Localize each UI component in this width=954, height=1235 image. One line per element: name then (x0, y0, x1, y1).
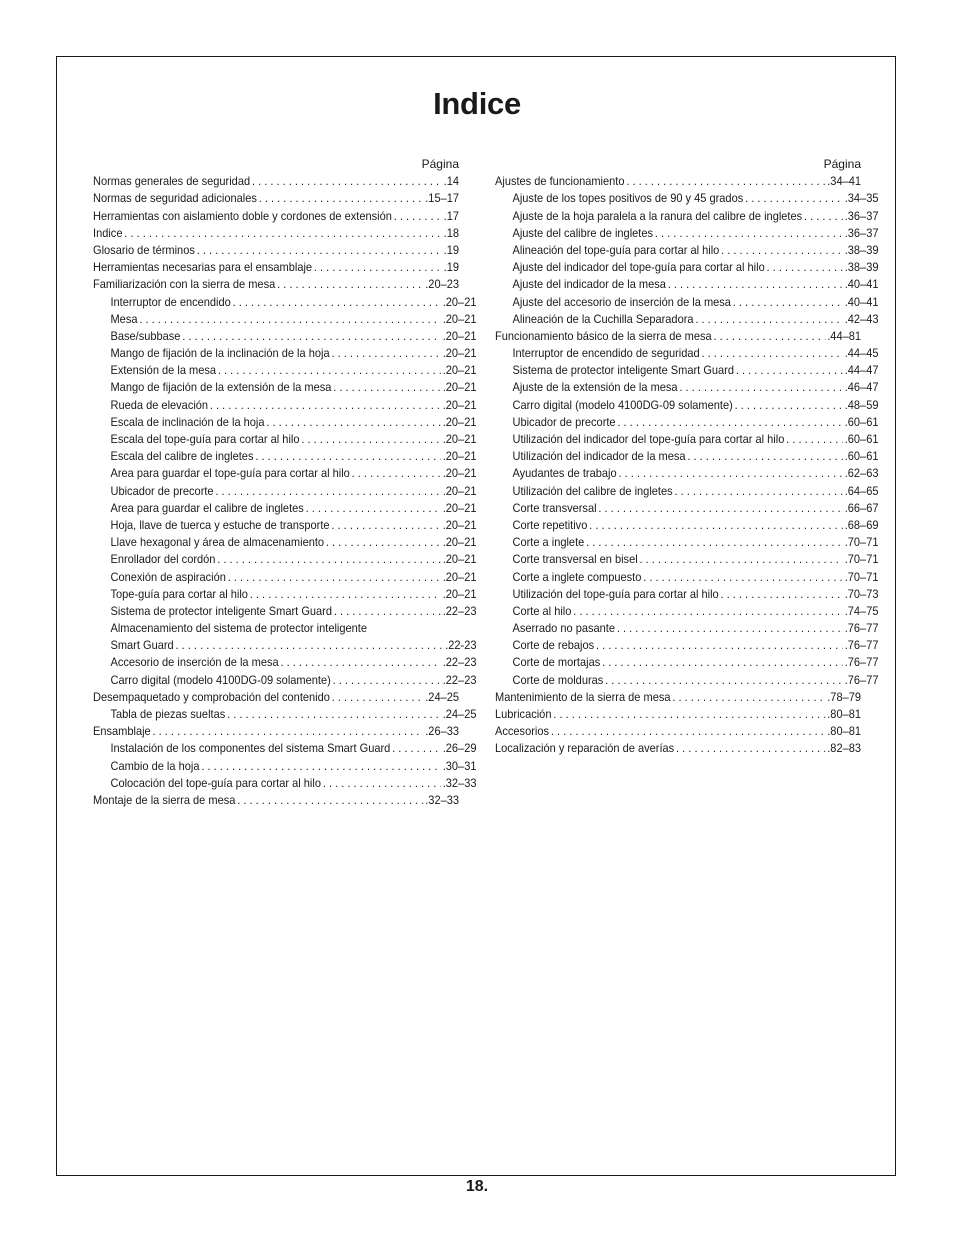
toc-entry (93, 362, 476, 379)
toc-entry-page: .62–63 (844, 466, 879, 481)
dot-leader (250, 586, 441, 603)
dot-leader (228, 569, 441, 586)
toc-entry-label: Area para guardar el calibre de ingletes (110, 500, 304, 515)
toc-entry (495, 208, 878, 225)
dot-leader (333, 672, 441, 689)
dot-leader (332, 689, 424, 706)
toc-entry (93, 740, 476, 757)
dot-leader (617, 620, 843, 637)
toc-entry-label: Colocación del tope-guía para cortar al hilo (110, 775, 321, 790)
dot-leader (643, 569, 843, 586)
toc-entry-label: Corte al hilo (512, 603, 572, 618)
toc-entry-page: .82–83 (827, 741, 862, 756)
toc-entry-label: Interruptor de encendido de seguridad (512, 346, 700, 361)
dot-leader (139, 311, 441, 328)
toc-entry-page: .20–23 (425, 277, 460, 292)
toc-entry-label: Carro digital (modelo 4100DG-09 solamente) (110, 672, 331, 687)
toc-entry (495, 740, 861, 757)
toc-entry-label: Corte repetitivo (512, 517, 588, 532)
toc-entry-page: .38–39 (844, 260, 879, 275)
toc-entry-label: Sistema de protector inteligente Smart Guard (512, 363, 735, 378)
dot-leader (259, 190, 424, 207)
toc-entry-page: .20–21 (442, 500, 477, 515)
column-header-pagina: Página (823, 157, 861, 171)
toc-entry-page: .66–67 (844, 500, 879, 515)
dot-leader (333, 379, 441, 396)
dot-leader (687, 448, 842, 465)
toc-entry (93, 534, 476, 551)
dot-leader (745, 190, 843, 207)
toc-entry-label: Escala de inclinación de la hoja (110, 414, 265, 429)
toc-entry-page: .76–77 (844, 621, 879, 636)
dot-leader (702, 345, 843, 362)
toc-list-right (495, 173, 879, 757)
toc-entry (495, 242, 878, 259)
dot-leader (153, 723, 424, 740)
toc-entry (495, 689, 861, 706)
dot-leader (602, 654, 843, 671)
toc-entry-label: Tope-guía para cortar al hilo (110, 586, 248, 601)
toc-entry-page: .34–35 (844, 191, 879, 206)
toc-entry-page: .80–81 (827, 707, 862, 721)
dot-leader (676, 740, 825, 757)
toc-entry-page: .22–23 (442, 603, 477, 618)
toc-entry (93, 500, 476, 517)
toc-entry-label: Hoja, llave de tuerca y estuche de transporte (110, 517, 330, 532)
toc-entry-label: Indice (93, 225, 123, 240)
toc-entry-page: .20–21 (442, 363, 477, 378)
toc-entry-label: Instalación de los componentes del sistema Smart Guard (110, 741, 391, 756)
dot-leader (668, 276, 843, 293)
toc-entry-page: .40–41 (844, 277, 879, 292)
toc-entry-page: .74–75 (844, 603, 879, 618)
toc-entry-page: .20–21 (442, 397, 477, 412)
toc-entry-label: Cambio de la hoja (110, 758, 200, 773)
toc-entry-page: .20–21 (442, 294, 477, 309)
toc-entry (93, 276, 459, 293)
toc-entry (93, 259, 459, 276)
toc-entry (495, 637, 878, 654)
toc-entry-label: Base/subbase (110, 328, 181, 343)
dot-leader (767, 259, 843, 276)
dot-leader (217, 551, 441, 568)
dot-leader (721, 586, 843, 603)
dot-leader (679, 379, 842, 396)
toc-entry-page: .22–23 (442, 655, 477, 670)
toc-entry (495, 225, 878, 242)
toc-entry-page: .36–37 (844, 225, 879, 240)
toc-entry-label: Utilización del indicador de la mesa (512, 449, 686, 464)
dot-leader (301, 431, 441, 448)
toc-entry-page: .26–29 (442, 741, 477, 756)
toc-entry (495, 500, 878, 517)
toc-entry-label: Ajuste del indicador de la mesa (512, 277, 666, 292)
toc-entry-label: Ajuste del calibre de ingletes (512, 225, 654, 240)
toc-entry-page: .24–25 (442, 707, 477, 721)
toc-entry-label: Ajuste de los topes positivos de 90 y 45 grados (512, 191, 744, 206)
dot-leader (352, 465, 441, 482)
toc-entry-page: .20–21 (442, 483, 477, 498)
toc-entry-page: .19 (443, 260, 460, 275)
toc-entry-page: .64–65 (844, 483, 879, 498)
dot-leader (306, 500, 441, 517)
dot-leader (215, 483, 440, 500)
toc-entry-label: Mesa (110, 311, 138, 326)
toc-entry-label: Ensamblaje (93, 724, 151, 739)
toc-entry-label: Montaje de la sierra de mesa (93, 792, 236, 807)
toc-entry (93, 294, 476, 311)
toc-entry-label: Aserrado no pasante (512, 621, 615, 636)
dot-leader (553, 706, 825, 723)
toc-entry-label: Corte transversal (512, 500, 597, 515)
toc-entry (495, 276, 878, 293)
dot-leader (672, 689, 825, 706)
toc-entry-page: .40–41 (844, 294, 879, 309)
toc-entry-page: .26–33 (425, 724, 460, 739)
page-title: Indice (433, 86, 521, 121)
toc-entry (495, 723, 861, 740)
toc-entry-label: Utilización del indicador del tope-guía para cortar al hilo (512, 432, 785, 446)
toc-entry-page: .20–21 (442, 346, 477, 361)
toc-entry (93, 551, 476, 568)
toc-entry (93, 603, 476, 620)
toc-entry (495, 345, 878, 362)
toc-entry-label: Conexión de aspiración (110, 569, 226, 584)
dot-leader (586, 534, 843, 551)
toc-entry (93, 569, 476, 586)
toc-entry-page: .44–47 (844, 363, 879, 378)
toc-entry-page: .70–71 (844, 552, 879, 567)
dot-leader (551, 723, 826, 740)
toc-entry (495, 654, 878, 671)
toc-entry (495, 586, 878, 603)
toc-entry (93, 414, 476, 431)
column-header-pagina: Página (421, 157, 459, 171)
dot-leader (252, 173, 442, 190)
toc-entry-label: Ajuste de la extensión de la mesa (512, 380, 678, 395)
dot-leader (392, 740, 441, 757)
toc-entry-label: Ubicador de precorte (110, 483, 214, 498)
toc-entry (495, 362, 878, 379)
toc-entry-page: .24–25 (425, 689, 460, 704)
toc-entry-page: .19 (443, 242, 460, 257)
toc-entry (93, 225, 459, 242)
dot-leader (394, 208, 442, 225)
toc-entry-label: Corte de molduras (512, 672, 604, 687)
toc-column-right (495, 156, 879, 758)
dot-leader (233, 294, 441, 311)
toc-entry-label: Alineación del tope-guía para cortar al hilo (512, 242, 720, 257)
dot-leader (735, 397, 843, 414)
toc-entry (495, 465, 878, 482)
toc-entry-page: .38–39 (844, 242, 879, 257)
toc-entry-label: Mantenimiento de la sierra de mesa (495, 689, 671, 704)
toc-entry-page: .20–21 (442, 586, 477, 601)
toc-entry-page: .15–17 (425, 191, 460, 206)
toc-entry (495, 672, 878, 689)
page-number: 18. (465, 1178, 489, 1195)
toc-entry (495, 379, 878, 396)
toc-entry-page: .20–21 (442, 517, 477, 532)
toc-entry (93, 706, 476, 723)
toc-entry (495, 311, 878, 328)
toc-entry-page: .68–69 (844, 517, 879, 532)
toc-entry (495, 173, 861, 190)
dot-leader (598, 500, 842, 517)
toc-entry-label: Alineación de la Cuchilla Separadora (512, 311, 694, 326)
toc-entry-page: .20–21 (442, 380, 477, 395)
dot-leader (695, 311, 843, 328)
toc-entry (93, 620, 476, 637)
toc-entry-label: Ayudantes de trabajo (512, 466, 617, 481)
toc-entry-page: .34–41 (827, 174, 862, 189)
toc-entry (93, 448, 476, 465)
dot-leader (596, 637, 843, 654)
toc-entry-label: Sistema de protector inteligente Smart Guard (110, 603, 333, 618)
dot-leader (227, 706, 441, 723)
toc-entry (495, 706, 861, 723)
toc-entry-page: .22-23 (445, 638, 477, 653)
dot-leader (124, 225, 442, 242)
toc-entry-label: Escala del tope-guía para cortar al hilo (110, 432, 300, 446)
toc-entry-label: Glosario de términos (93, 242, 195, 257)
toc-entry-page: .18 (443, 225, 460, 240)
toc-entry-label: Ajuste del accesorio de inserción de la mesa (512, 294, 731, 309)
dot-leader (218, 362, 441, 379)
toc-entry-page: .14 (443, 174, 460, 189)
dot-leader (280, 654, 440, 671)
dot-leader (786, 431, 843, 448)
dot-leader (201, 758, 441, 775)
toc-entry (495, 294, 878, 311)
toc-entry (93, 689, 459, 706)
toc-entry-page: .78–79 (827, 689, 862, 704)
toc-entry (93, 242, 459, 259)
toc-entry (495, 620, 878, 637)
toc-entry (93, 379, 476, 396)
toc-entry-page: .20–21 (442, 414, 477, 429)
toc-entry (495, 414, 878, 431)
toc-entry-label: Tabla de piezas sueltas (110, 707, 226, 721)
toc-entry (93, 758, 476, 775)
toc-entry-label: Ubicador de precorte (512, 414, 616, 429)
dot-leader (326, 534, 441, 551)
toc-entry (93, 397, 476, 414)
toc-entry-label: Accesorios (495, 724, 549, 739)
dot-leader (331, 517, 440, 534)
toc-entry (495, 397, 878, 414)
toc-entry (93, 517, 476, 534)
toc-entry (495, 569, 878, 586)
toc-entry (495, 517, 878, 534)
toc-entry-label: Area para guardar el tope-guía para cortar al hilo (110, 466, 350, 481)
toc-entry-page: .30–31 (442, 758, 477, 773)
toc-entry (93, 586, 476, 603)
toc-entry-label: Smart Guard (110, 638, 174, 653)
toc-entry (93, 775, 476, 792)
toc-entry (93, 792, 459, 809)
toc-entry-page: .20–21 (442, 535, 477, 550)
toc-entry (93, 723, 459, 740)
toc-entry-page: .60–61 (844, 414, 879, 429)
dot-leader (266, 414, 440, 431)
dot-leader (210, 397, 441, 414)
dot-leader (589, 517, 843, 534)
toc-entry-page: .60–61 (844, 449, 879, 464)
toc-entry-page: .20–21 (442, 328, 477, 343)
toc-entry (93, 654, 476, 671)
toc-entry-page: .70–73 (844, 586, 879, 601)
dot-leader (713, 328, 825, 345)
toc-entry-page: .17 (443, 208, 460, 223)
toc-entry-label: Enrollador del cordón (110, 552, 216, 567)
dot-leader (655, 225, 843, 242)
dot-leader (626, 173, 825, 190)
toc-entry (93, 328, 476, 345)
dot-leader (255, 448, 441, 465)
toc-entry-label: Lubricación (495, 707, 552, 721)
toc-entry-page: .76–77 (844, 638, 879, 653)
toc-entry (93, 431, 476, 448)
toc-entry (495, 259, 878, 276)
toc-entry-page: .42–43 (844, 311, 879, 326)
toc-entry (93, 672, 476, 689)
toc-entry-page: .48–59 (844, 397, 879, 412)
toc-entry (93, 637, 476, 654)
toc-entry-label: Utilización del tope-guía para cortar al hilo (512, 586, 719, 601)
toc-entry-page: .32–33 (425, 792, 460, 807)
toc-entry-label: Almacenamiento del sistema de protector inteligente (110, 621, 368, 636)
toc-entry-page: .22–23 (442, 672, 477, 687)
toc-entry-page: .46–47 (844, 380, 879, 395)
dot-leader (277, 276, 423, 293)
dot-leader (331, 345, 440, 362)
toc-entry-label: Corte a inglete (512, 535, 585, 550)
toc-entry (93, 465, 476, 482)
toc-entry-page: .20–21 (442, 311, 477, 326)
toc-entry-label: Ajuste de la hoja paralela a la ranura del calibre de ingletes (512, 208, 803, 223)
toc-entry-label: Carro digital (modelo 4100DG-09 solamente) (512, 397, 733, 412)
toc-entry (495, 534, 878, 551)
toc-entry (93, 345, 476, 362)
toc-entry (495, 603, 878, 620)
toc-entry-page: .36–37 (844, 208, 879, 223)
toc-entry (93, 483, 476, 500)
toc-entry (495, 431, 878, 448)
toc-entry-label: Familiarización con la sierra de mesa (93, 277, 276, 292)
dot-leader (182, 328, 441, 345)
toc-entry-label: Escala del calibre de ingletes (110, 449, 254, 464)
toc-entry (93, 190, 459, 207)
dot-leader (618, 465, 842, 482)
toc-entry-page: .44–45 (844, 346, 879, 361)
toc-column-left (93, 156, 477, 809)
dot-leader (674, 483, 842, 500)
toc-entry-label: Corte de mortajas (512, 655, 601, 670)
toc-entry-label: Funcionamiento básico de la sierra de mesa (495, 328, 712, 343)
dot-leader (176, 637, 444, 654)
toc-entry-page: .20–21 (442, 569, 477, 584)
dot-leader (736, 362, 843, 379)
dot-leader (334, 603, 441, 620)
toc-entry-label: Mango de fijación de la extensión de la mesa (110, 380, 332, 395)
toc-entry (495, 190, 878, 207)
toc-entry (93, 311, 476, 328)
toc-entry-page: .80–81 (827, 724, 862, 739)
toc-entry (495, 551, 878, 568)
toc-entry (495, 483, 878, 500)
toc-entry-page: .20–21 (442, 432, 477, 446)
toc-entry-label: Ajuste del indicador del tope-guía para cortar al hilo (512, 260, 765, 275)
toc-entry-label: Localización y reparación de averías (495, 741, 675, 756)
toc-entry-page: .44–81 (827, 328, 862, 343)
toc-entry-page: .70–71 (844, 535, 879, 550)
dot-leader (573, 603, 843, 620)
toc-entry-page: .76–77 (844, 672, 879, 687)
toc-entry-page: .60–61 (844, 432, 879, 446)
toc-entry (495, 448, 878, 465)
toc-entry-label: Corte a inglete compuesto (512, 569, 642, 584)
toc-entry-label: Normas generales de seguridad (93, 174, 251, 189)
dot-leader (804, 208, 843, 225)
dot-leader (237, 792, 423, 809)
dot-leader (639, 551, 842, 568)
toc-entry-label: Corte de rebajos (512, 638, 595, 653)
toc-entry (93, 173, 459, 190)
dot-leader (197, 242, 442, 259)
toc-entry-page: .76–77 (844, 655, 879, 670)
toc-entry-label: Desempaquetado y comprobación del contenido (93, 689, 330, 704)
dot-leader (721, 242, 843, 259)
toc-entry-page: .70–71 (844, 569, 879, 584)
toc-entry-label: Accesorio de inserción de la mesa (110, 655, 279, 670)
toc-entry-label: Normas de seguridad adicionales (93, 191, 257, 206)
dot-leader (605, 672, 843, 689)
toc-entry-label: Extensión de la mesa (110, 363, 217, 378)
toc-entry-label: Llave hexagonal y área de almacenamiento (110, 535, 325, 550)
toc-entry-page: .32–33 (442, 775, 477, 790)
toc-list-left (93, 173, 477, 809)
toc-entry-label: Rueda de elevación (110, 397, 209, 412)
toc-entry-label: Interruptor de encendido (110, 294, 231, 309)
dot-leader (617, 414, 842, 431)
dot-leader (733, 294, 843, 311)
toc-entry (93, 208, 459, 225)
toc-entry-label: Utilización del calibre de ingletes (512, 483, 673, 498)
dot-leader (314, 259, 442, 276)
toc-entry-page: .20–21 (442, 466, 477, 481)
dot-leader (323, 775, 441, 792)
toc-entry-page: .20–21 (442, 449, 477, 464)
toc-entry (495, 328, 861, 345)
toc-entry-label: Mango de fijación de la inclinación de la hoja (110, 346, 330, 361)
toc-entry-page: .20–21 (442, 552, 477, 567)
toc-entry-label: Corte transversal en bisel (512, 552, 638, 567)
toc-entry-label: Herramientas necesarias para el ensamblaje (93, 260, 313, 275)
toc-entry-label: Ajustes de funcionamiento (495, 174, 625, 189)
toc-entry-label: Herramientas con aislamiento doble y cordones de extensión (93, 208, 392, 223)
